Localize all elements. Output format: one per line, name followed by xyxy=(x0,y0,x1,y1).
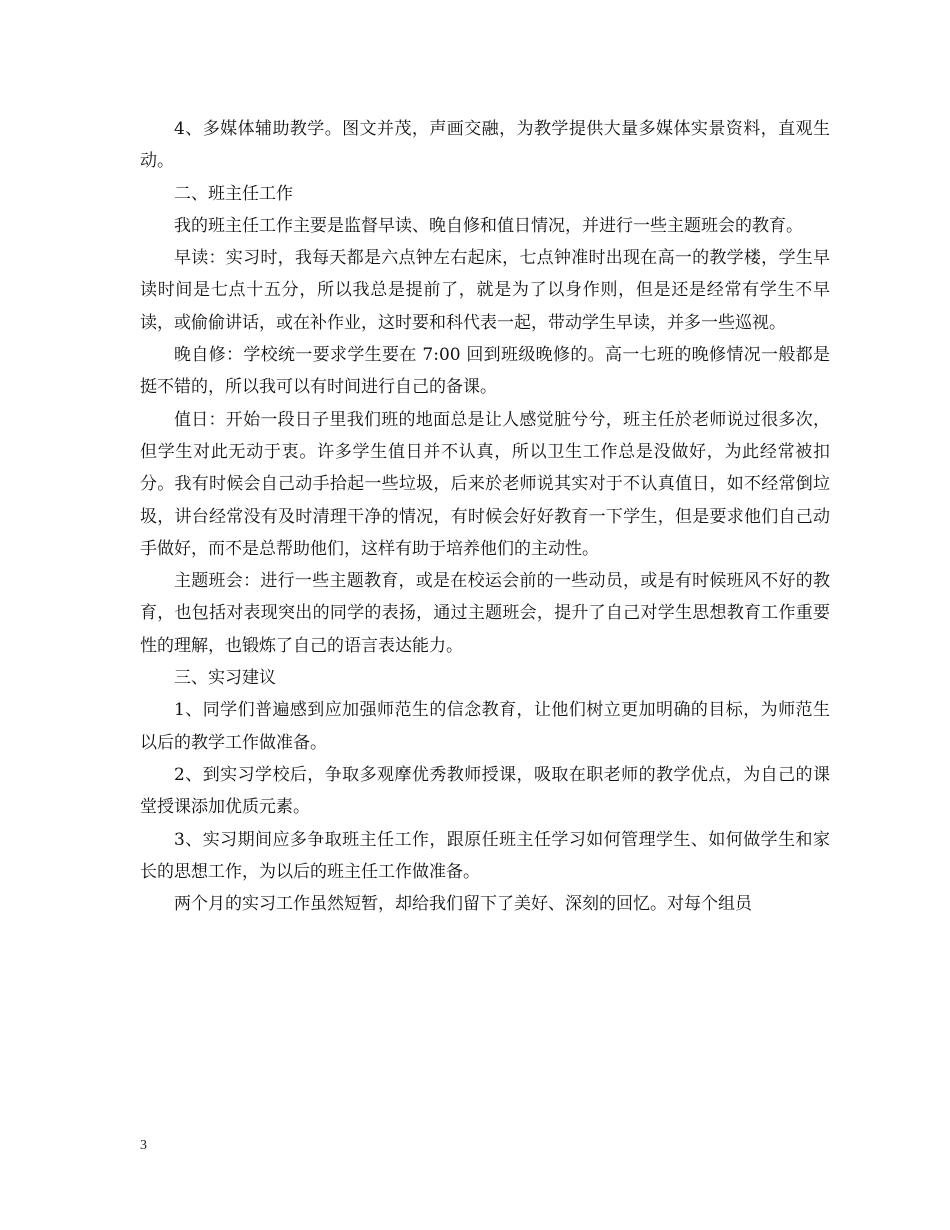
paragraph-class-teacher-intro: 我的班主任工作主要是监督早读、晚自修和值日情况，并进行一些主题班会的教育。 xyxy=(174,215,803,236)
paragraph-evening-study: 晚自修：学校统一要求学生要在 7:00 回到班级晚修的。高一七班的晚修情况一般都是挺不错的，所以我可以有时间进行自己的备课。 xyxy=(140,345,830,398)
paragraph-duty: 值日：开始一段日子里我们班的地面总是让人感觉脏兮兮，班主任於老师说过很多次，但学生对此无动于衷。许多学生值日并不认真，所以卫生工作总是没做好，为此经常被扣分。我有时候会自己动手拾起一些垃圾，后来於老师说其实对于不认真值日，如不经常倒垃圾，讲台经常没有及时清理干净的情况，有时候会好好教育一下学生，但是要求他们自己动手做好，而不是总帮助他们，这样有助于培养他们的主动性。 xyxy=(140,409,830,559)
page-body xyxy=(140,113,830,920)
heading-class-teacher-work: 二、班主任工作 xyxy=(174,183,293,204)
paragraph-morning-reading: 早读：实习时，我每天都是六点钟左右起床，七点钟准时出现在高一的教学楼，学生早读时间是七点十五分，所以我总是提前了，就是为了以身作则，但是还是经常有学生不早读，或偷偷讲话，或在补作业，这时要和科代表一起，带动学生早读，并多一些巡视。 xyxy=(140,248,830,333)
paragraph-suggestion-2: 2、到实习学校后，争取多观摩优秀教师授课，吸取在职老师的教学优点，为自己的课堂授课添加优质元素。 xyxy=(140,764,830,818)
paragraph-theme-meeting: 主题班会：进行一些主题教育，或是在校运会前的一些动员，或是有时候班风不好的教育，也包括对表现突出的同学的表扬，通过主题班会，提升了自己对学生思想教育工作重要性的理解，也锻炼了自己的语言表达能力。 xyxy=(140,571,830,656)
paragraph-multimedia-teaching: 4、多媒体辅助教学。图文并茂，声画交融，为教学提供大量多媒体实景资料，直观生动。 xyxy=(140,119,830,172)
paragraph-suggestion-1: 1、同学们普遍感到应加强师范生的信念教育，让他们树立更加明确的目标，为师范生以后的教学工作做准备。 xyxy=(140,700,830,753)
page-number: 3 xyxy=(140,1138,147,1153)
heading-internship-suggestions: 三、实习建议 xyxy=(174,668,276,689)
paragraph-suggestion-3: 3、实习期间应多争取班主任工作，跟原任班主任学习如何管理学生、如何做学生和家长的思想工作，为以后的班主任工作做准备。 xyxy=(140,829,830,882)
paragraph-conclusion: 两个月的实习工作虽然短暂，却给我们留下了美好、深刻的回忆。对每个组员 xyxy=(174,894,752,915)
